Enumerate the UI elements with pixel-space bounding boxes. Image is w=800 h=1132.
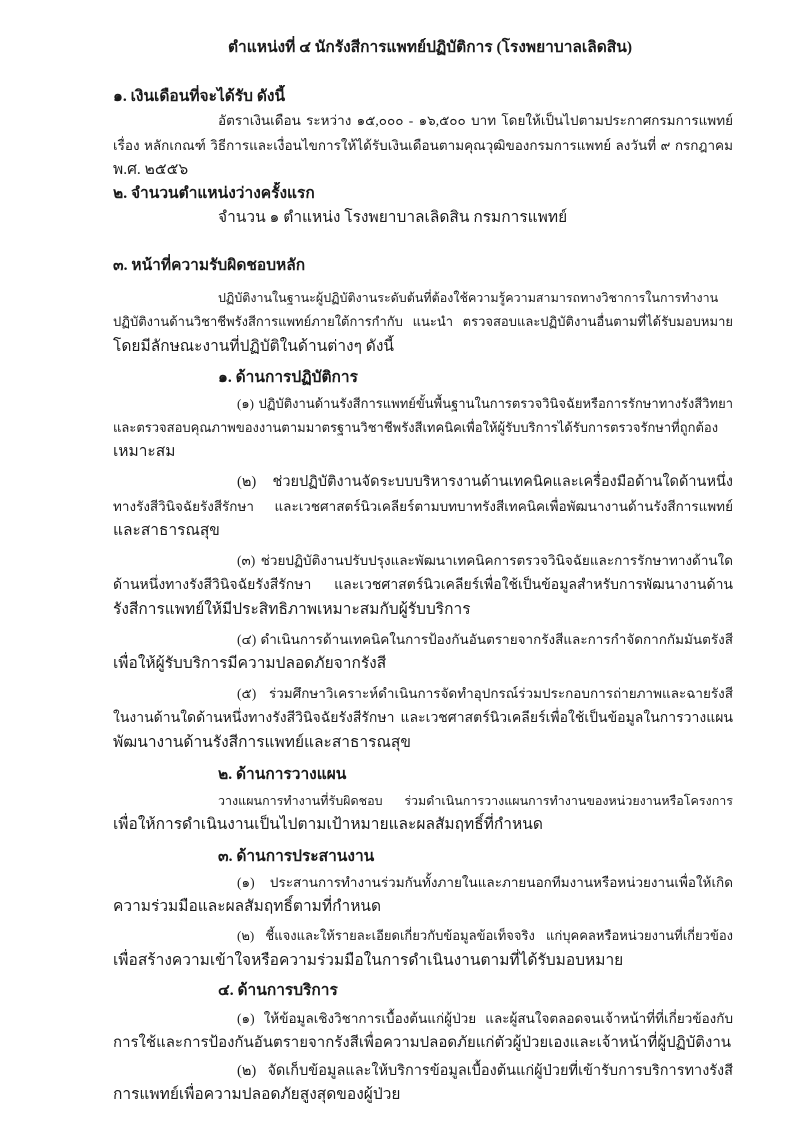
item-line: เหมาะสม: [113, 443, 176, 460]
section-heading: ๓. หน้าที่ความรับผิดชอบหลัก: [113, 257, 306, 274]
item-number: (๓): [237, 553, 256, 568]
item-text: ร่วมศึกษาวิเคราะห์ดำเนินการจัดทำอุปกรณ์ร่วมประกอบการถ่ายภาพและฉายรังสี: [268, 686, 733, 701]
section-heading: ๒. จำนวนตำแหน่งว่างครั้งแรก: [113, 185, 315, 202]
item-line: ความร่วมมือและผลสัมฤทธิ์ตามที่กำหนด: [113, 898, 382, 915]
item-text: ให้ข้อมูลเชิงวิชาการเบื้องต้นแก่ผู้ป่วย และผู้สนใจตลอดจนเจ้าหน้าที่ที่เกี่ยวข้องกับ: [263, 1011, 733, 1026]
item-line: และตรวจสอบคุณภาพของงานตามมาตรฐานวิชาชีพรังสีเทคนิคเพื่อให้ผู้รับบริการได้รับการตรวจรักษาที่ถูกต้อง: [113, 420, 719, 435]
item-line: [237, 549, 733, 573]
item-text: ช่วยปฏิบัติงานจัดระบบบริหารงานด้านเทคนิคและเครื่องมือด้านใดด้านหนึ่ง: [272, 474, 733, 490]
item-line: เพื่อสร้างความเข้าใจหรือความร่วมมือในการดำเนินงานตามที่ได้รับมอบหมาย: [113, 952, 624, 969]
item-text: ชี้แจงและให้รายละเอียดเกี่ยวกับข้อมูลข้อเท็จจริง แก่บุคคลหรือหน่วยงานที่เกี่ยวข้อง: [265, 928, 733, 943]
section-heading: ๑. เงินเดือนที่จะได้รับ ดังนี้: [113, 88, 286, 105]
item-number: (๒): [237, 928, 255, 943]
paragraph-line: ปฏิบัติงานด้านวิชาชีพรังสีการแพทย์ภายใต้การกำกับ แนะนำ ตรวจสอบและปฏิบัติงานอื่นตามที่ได้รับมอบหมาย: [113, 314, 733, 329]
paragraph-line: พ.ศ. ๒๕๕๖: [113, 161, 189, 178]
subsection-heading: ๔. ด้านการบริการ: [218, 982, 338, 999]
item-line: ด้านหนึ่งทางรังสีวินิจฉัยรังสีรักษา และเวชศาสตร์นิวเคลียร์เพื่อใช้เป็นข้อมูลสำหรับการพัฒนางานด้าน: [113, 578, 733, 593]
paragraph-line: โดยมีลักษณะงานที่ปฏิบัติในด้านต่างๆ ดังนี้: [113, 338, 395, 355]
item-text: ช่วยปฏิบัติงานปรับปรุงและพัฒนาเทคนิคการตรวจวินิจฉัยและการรักษาทางด้านใด: [260, 553, 733, 568]
paragraph-line: อัตราเงินเดือน ระหว่าง ๑๕,๐๐๐ - ๑๖,๕๐๐ บาท โดยให้เป็นไปตามประกาศกรมการแพทย์: [218, 113, 733, 128]
subsection-heading: ๓. ด้านการประสานงาน: [218, 848, 375, 865]
page-title: ตำแหน่งที่ ๔ นักรังสีการแพทย์ปฏิบัติการ (โรงพยาบาลเลิดสิน): [227, 39, 633, 56]
paragraph-line: วางแผนการทำงานที่รับผิดชอบ ร่วมดำเนินการวางแผนการทำงานของหน่วยงานหรือโครงการ: [218, 794, 733, 808]
item-line: ในงานด้านใดด้านหนึ่งทางรังสีวินิจฉัยรังสีรักษา และเวชศาสตร์นิวเคลียร์เพื่อใช้เป็นข้อมูลในการวางแผน: [113, 711, 733, 726]
item-number: (๑): [237, 396, 254, 411]
item-line: ทางรังสีวินิจฉัยรังสีรักษา และเวชศาสตร์นิวเคลียร์ตามบทบาทรังสีเทคนิคเพื่อพัฒนางานด้านรังสีการแพทย์: [113, 499, 733, 514]
item-line: [237, 392, 733, 416]
item-number: (๔): [237, 632, 257, 647]
item-line: [237, 1007, 733, 1031]
item-line: รังสีการแพทย์ให้มีประสิทธิภาพเหมาะสมกับผู้รับบริการ: [113, 601, 471, 618]
item-text: จัดเก็บข้อมูลและให้บริการข้อมูลเบื้องต้นแก่ผู้ป่วยที่เข้ารับการบริการทางรังสี: [267, 1063, 733, 1079]
item-line: พัฒนางานด้านรังสีการแพทย์และสาธารณสุข: [113, 734, 411, 751]
item-line: และสาธารณสุข: [113, 522, 220, 539]
item-line: การแพทย์เพื่อความปลอดภัยสูงสุดของผู้ป่วย: [113, 1086, 401, 1103]
item-line: [237, 470, 733, 494]
item-text: ปฏิบัติงานด้านรังสีการแพทย์ขั้นพื้นฐานในการตรวจวินิจฉัยหรือการรักษาทางรังสีวิทยา: [258, 396, 733, 411]
paragraph-line: เรื่อง หลักเกณฑ์ วิธีการและเงื่อนไขการให้ได้รับเงินเดือนตามคุณวุฒิของกรมการแพทย์ ลงวันที่ ๙ กรกฎาคม: [113, 138, 733, 153]
item-text: ประสานการทำงานร่วมกันทั้งภายในและภายนอกทีมงานหรือหน่วยงานเพื่อให้เกิด: [269, 875, 733, 890]
item-line: [237, 628, 733, 652]
item-line: การใช้และการป้องกันอันตรายจากรังสีเพื่อความปลอดภัยแก่ตัวผู้ป่วยเองและเจ้าหน้าที่ผู้ปฏิบัติงาน: [113, 1035, 732, 1051]
paragraph-line: จำนวน ๑ ตำแหน่ง โรงพยาบาลเลิดสิน กรมการแพทย์: [218, 209, 568, 226]
item-line: [237, 924, 733, 948]
item-line: เพื่อให้ผู้รับบริการมีความปลอดภัยจากรังสี: [113, 655, 387, 672]
item-number: (๒): [237, 1063, 257, 1079]
paragraph-line: เพื่อให้การดำเนินงานเป็นไปตามเป้าหมายและผลสัมฤทธิ์ที่กำหนด: [113, 816, 543, 833]
item-line: [237, 682, 733, 706]
item-number: (๑): [237, 875, 255, 890]
item-number: (๕): [237, 686, 257, 701]
item-text: ดำเนินการด้านเทคนิคในการป้องกันอันตรายจากรังสีและการกำจัดกากกัมมันตรังสี: [260, 632, 733, 647]
item-line: [237, 1059, 733, 1083]
subsection-heading: ๑. ด้านการปฏิบัติการ: [218, 369, 358, 386]
item-number: (๒): [237, 474, 257, 490]
paragraph-line: ปฏิบัติงานในฐานะผู้ปฏิบัติงานระดับต้นที่ต้องใช้ความรู้ความสามารถทางวิชาการในการทำงาน: [218, 291, 719, 305]
item-number: (๑): [237, 1011, 255, 1026]
subsection-heading: ๒. ด้านการวางแผน: [218, 766, 347, 783]
item-line: [237, 871, 733, 895]
